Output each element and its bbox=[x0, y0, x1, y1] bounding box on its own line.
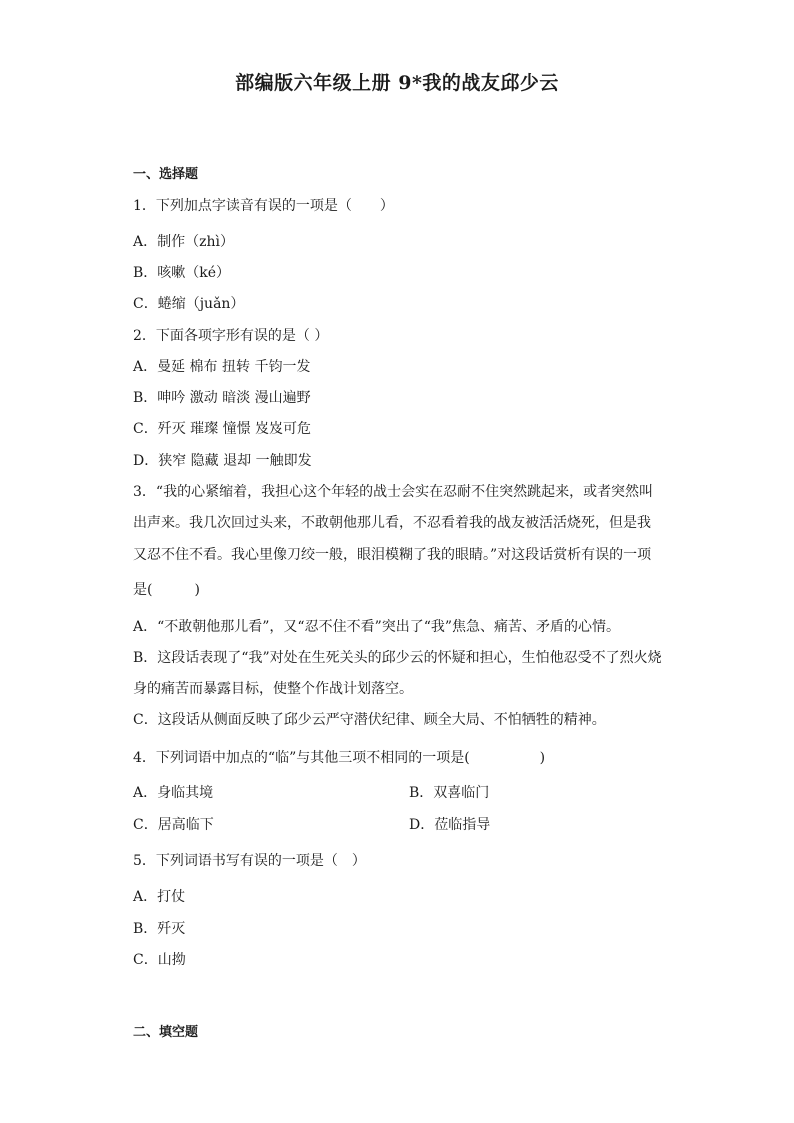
q4-option-a: A．身临其境 bbox=[133, 785, 214, 801]
q5-option-b: B．歼灭 bbox=[133, 921, 186, 937]
q5-option-c: C．山拗 bbox=[133, 952, 186, 968]
q1-option-b: B．咳嗽（ké） bbox=[133, 265, 231, 281]
section-heading-choice: 一、选择题 bbox=[133, 167, 199, 182]
q2-option-a: A．曼延 棉布 扭转 千钧一发 bbox=[133, 359, 311, 375]
q4-option-c: C．居高临下 bbox=[133, 817, 214, 833]
q4-stem: 4．下列词语中加点的“临”与其他三项不相同的一项是( ) bbox=[133, 750, 546, 766]
q3-stem-line-3: 又忍不住不看。我心里像刀绞一般，眼泪模糊了我的眼睛。”对这段话赏析有误的一项 bbox=[133, 547, 652, 563]
q3-option-c: C．这段话从侧面反映了邱少云严守潜伏纪律、顾全大局、不怕牺牲的精神。 bbox=[133, 712, 606, 728]
q2-option-c: C．歼灭 璀璨 憧憬 岌岌可危 bbox=[133, 421, 312, 437]
q2-option-b: B．呻吟 激动 暗淡 漫山遍野 bbox=[133, 390, 311, 406]
q4-option-d: D．莅临指导 bbox=[409, 817, 491, 833]
q3-option-a: A．“不敢朝他那儿看”，又“忍不住不看”突出了“我”焦急、痛苦、矛盾的心情。 bbox=[133, 619, 621, 635]
q1-option-a: A．制作（zhì） bbox=[133, 234, 234, 250]
section-heading-fill-in: 二、填空题 bbox=[133, 1025, 199, 1040]
q5-option-a: A．打仗 bbox=[133, 889, 186, 905]
q3-stem-line-1: 3．“我的心紧缩着，我担心这个年轻的战士会实在忍耐不住突然跳起来，或者突然叫 bbox=[133, 484, 654, 500]
q3-option-b-line-1: B．这段话表现了“我”对处在生死关头的邱少云的怀疑和担心，生怕他忍受不了烈火烧 bbox=[133, 650, 662, 666]
q3-stem-line-4: 是( ) bbox=[133, 582, 200, 598]
q4-option-b: B．双喜临门 bbox=[409, 785, 490, 801]
q1-option-c: C．蜷缩（juǎn） bbox=[133, 296, 245, 312]
q3-option-b-line-2: 身的痛苦而暴露目标，使整个作战计划落空。 bbox=[133, 681, 413, 697]
q2-option-d: D．狭窄 隐藏 退却 一触即发 bbox=[133, 453, 312, 469]
page-title: 部编版六年级上册 9*我的战友邱少云 bbox=[235, 72, 559, 94]
q2-stem: 2．下面各项字形有误的是（ ） bbox=[133, 328, 329, 344]
q3-stem-line-2: 出声来。我几次回过头来，不敢朝他那儿看，不忍看着我的战友被活活烧死，但是我 bbox=[133, 515, 651, 531]
q1-stem: 1．下列加点字读音有误的一项是（ ） bbox=[133, 198, 394, 214]
q5-stem: 5．下列词语书写有误的一项是（ ） bbox=[133, 853, 366, 869]
